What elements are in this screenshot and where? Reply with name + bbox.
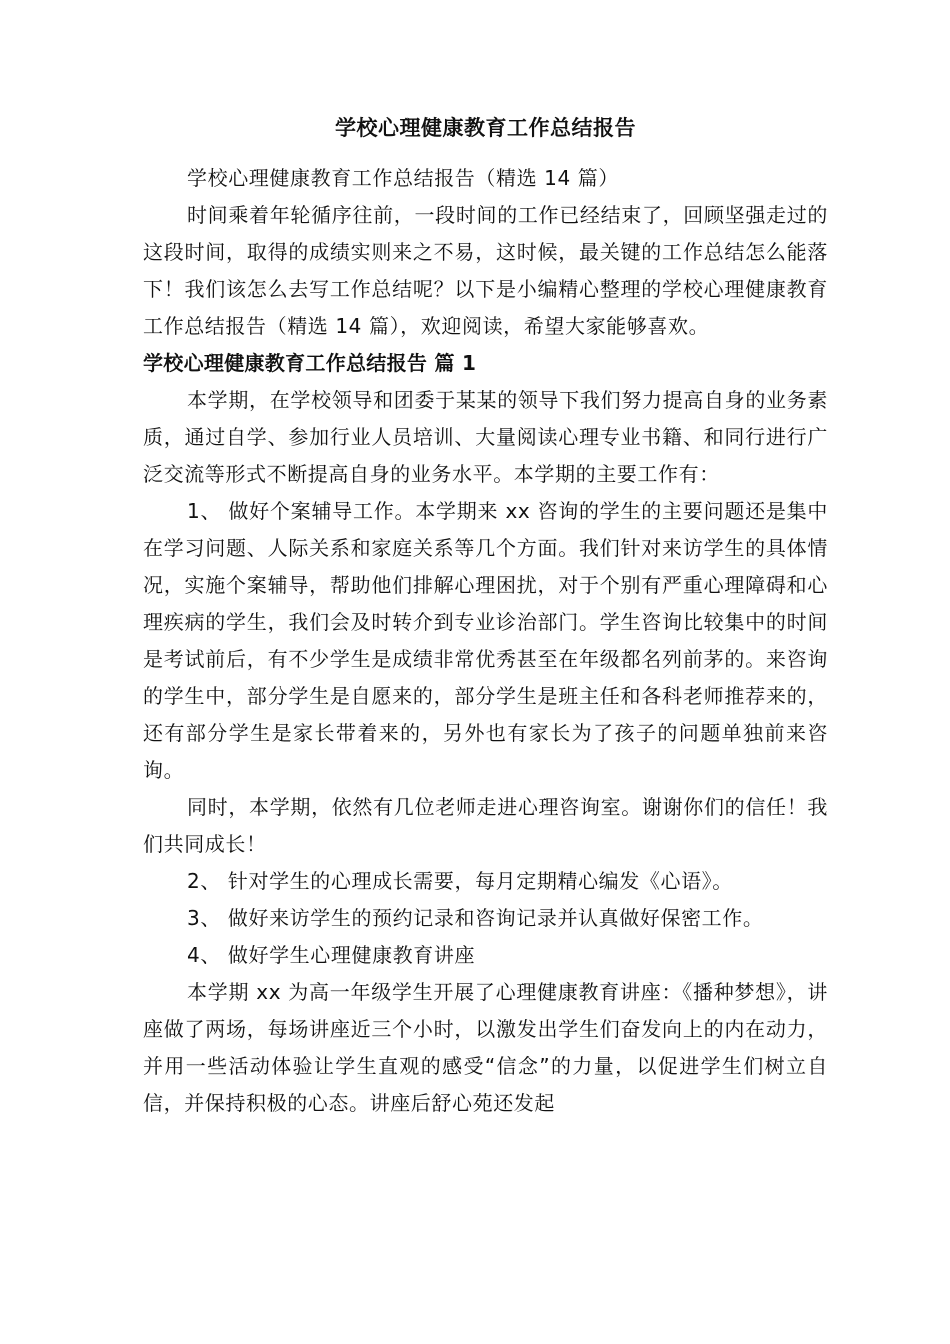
section-heading: 学校心理健康教育工作总结报告 篇 1 xyxy=(143,351,477,375)
document-body xyxy=(143,108,828,1122)
body-paragraph: 本学期 xx 为高一年级学生开展了心理健康教育讲座：《播种梦想》，讲座做了两场，每场讲座近三个小时，以激发出学生们奋发向上的内在动力，并用一些活动体验让学生直观的感受“信念”的力量，以促进学生们树立自信，并保持积极的心态。讲座后舒心苑还发起 xyxy=(143,980,828,1115)
document-title: 学校心理健康教育工作总结报告 xyxy=(335,116,636,140)
body-paragraph: 本学期，在学校领导和团委于某某的领导下我们努力提高自身的业务素质，通过自学、参加行业人员培训、大量阅读心理专业书籍、和同行进行广泛交流等形式不断提高自身的业务水平。本学期的主要工作有： xyxy=(143,388,828,486)
body-paragraph: 同时，本学期，依然有几位老师走进心理咨询室。谢谢你们的信任！我们共同成长！ xyxy=(143,795,828,856)
intro-paragraph: 时间乘着年轮循序往前，一段时间的工作已经结束了，回顾坚强走过的这段时间，取得的成绩实则来之不易，这时候，最关键的工作总结怎么能落下！我们该怎么去写工作总结呢？以下是小编精心整理的学校心理健康教育工作总结报告（精选 14 篇），欢迎阅读，希望大家能够喜欢。 xyxy=(143,203,828,338)
document-subtitle: 学校心理健康教育工作总结报告（精选 14 篇） xyxy=(187,166,619,190)
body-paragraph: 1、 做好个案辅导工作。本学期来 xx 咨询的学生的主要问题还是集中在学习问题、人际关系和家庭关系等几个方面。我们针对来访学生的具体情况，实施个案辅导，帮助他们排解心理困扰，对于个别有严重心理障碍和心理疾病的学生，我们会及时转介到专业诊治部门。学生咨询比较集中的时间是考试前后，有不少学生是成绩非常优秀甚至在年级都名列前茅的。来咨询的学生中，部分学生是自愿来的，部分学生是班主任和各科老师推荐来的，还有部分学生是家长带着来的，另外也有家长为了孩子的问题单独前来咨询。 xyxy=(143,499,828,782)
body-paragraph: 3、 做好来访学生的预约记录和咨询记录并认真做好保密工作。 xyxy=(187,906,764,930)
body-paragraph: 2、 针对学生的心理成长需要，每月定期精心编发《心语》。 xyxy=(187,869,733,893)
body-paragraph: 4、 做好学生心理健康教育讲座 xyxy=(187,943,476,967)
